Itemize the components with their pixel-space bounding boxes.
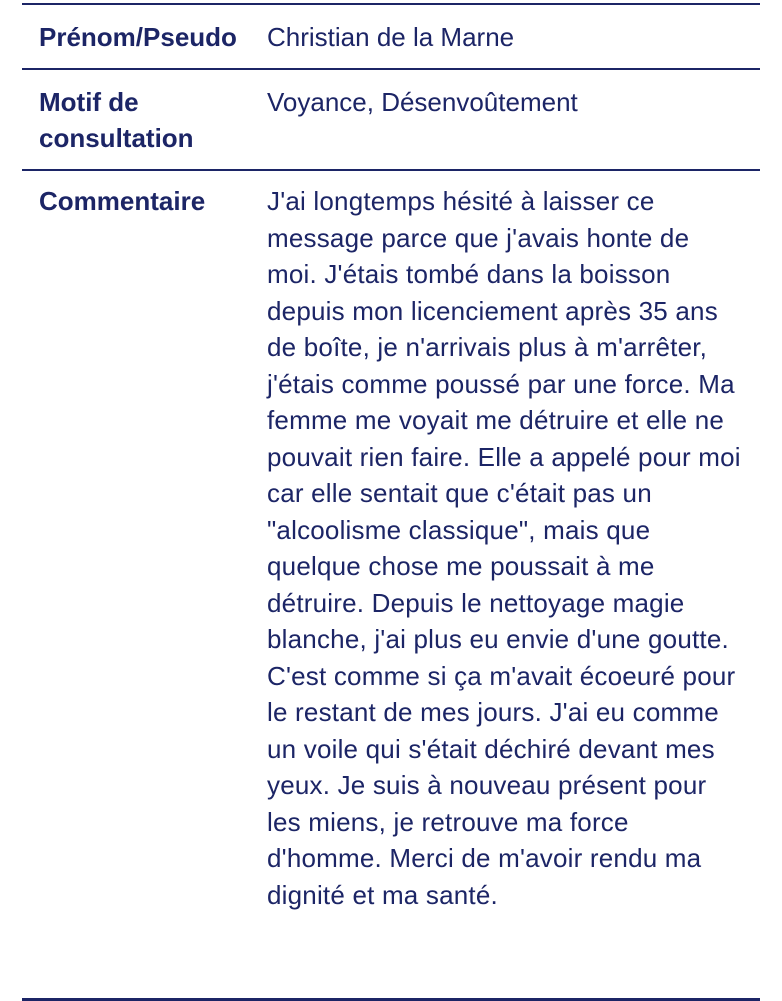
reason-label: Motif de consultation [39, 87, 194, 153]
comment-value: J'ai longtemps hésité à laisser ce message parce que j'avais honte de moi. J'étais tombé dans la boisson depuis mon licenciement après 35 ans de boîte, je n'arrivais plus à m'arrêter, j'étais comme poussé par une force. Ma femme me voyait me détruire et elle ne pouvait rien faire. Elle a appelé pour moi car elle sentait que c'était pas un "alcoolisme classique", mais que quelque chose me poussait à me détruire. Depuis le nettoyage magie blanche, j'ai plus eu envie d'une goutte. C'est comme si ça m'avait écoeuré pour le restant de mes jours. J'ai eu comme un voile qui s'était déchiré devant mes yeux. Je suis à nouveau présent pour les miens, je retrouve ma force d'homme. Merci de m'avoir rendu ma dignité et ma santé. [267, 186, 741, 910]
name-value: Christian de la Marne [267, 22, 515, 52]
testimonial-table [22, 3, 760, 1001]
table-row-comment [22, 171, 760, 1001]
name-label: Prénom/Pseudo [39, 22, 237, 52]
comment-label: Commentaire [39, 186, 206, 216]
table-row-name [22, 5, 760, 70]
reason-value: Voyance, Désenvoûtement [267, 87, 578, 117]
table-row-reason [22, 70, 760, 171]
